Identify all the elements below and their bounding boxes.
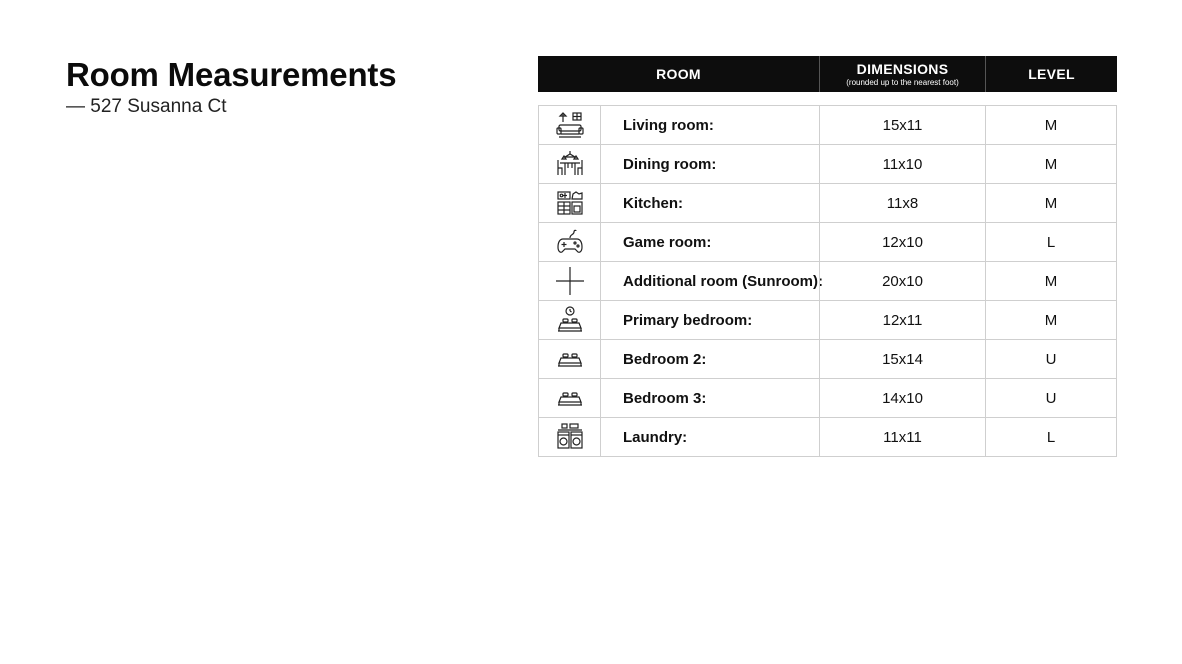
table-row [539, 379, 1116, 418]
header-dimensions-label: DIMENSIONS [856, 61, 949, 77]
room-level: M [985, 184, 1116, 222]
room-level: M [985, 262, 1116, 300]
row-icon-cell [539, 340, 600, 378]
table-row [539, 184, 1116, 223]
table-row [539, 106, 1116, 145]
table-header [538, 56, 1117, 92]
bed-icon [556, 345, 584, 373]
room-dimensions: 12x11 [819, 301, 985, 339]
table-body [538, 105, 1117, 457]
room-dimensions: 15x11 [819, 106, 985, 144]
room-level: U [985, 379, 1116, 417]
table-row [539, 262, 1116, 301]
plus-icon [555, 266, 585, 296]
page-title: Room Measurements [66, 56, 397, 93]
row-icon-cell [539, 418, 600, 456]
header-level [985, 56, 1117, 92]
table-row [539, 340, 1116, 379]
room-dimensions: 15x14 [819, 340, 985, 378]
table-row [539, 301, 1116, 340]
room-name: Laundry: [600, 418, 819, 456]
row-icon-cell [539, 145, 600, 183]
room-name: Dining room: [600, 145, 819, 183]
row-icon-cell [539, 301, 600, 339]
page-subtitle: — 527 Susanna Ct [66, 96, 227, 117]
room-level: M [985, 301, 1116, 339]
room-measurements-table [538, 56, 1117, 457]
header-dimensions [819, 56, 985, 92]
primary-bedroom-icon [556, 306, 584, 334]
row-icon-cell [539, 223, 600, 261]
game-controller-icon [556, 228, 584, 256]
room-level: M [985, 106, 1116, 144]
row-icon-cell [539, 106, 600, 144]
room-level: U [985, 340, 1116, 378]
kitchen-icon [556, 189, 584, 217]
room-dimensions: 12x10 [819, 223, 985, 261]
room-name: Living room: [600, 106, 819, 144]
room-level: M [985, 145, 1116, 183]
bed-icon [556, 384, 584, 412]
room-name: Bedroom 3: [600, 379, 819, 417]
room-name: Kitchen: [600, 184, 819, 222]
room-level: L [985, 223, 1116, 261]
room-name: Bedroom 2: [600, 340, 819, 378]
dining-room-icon [556, 150, 584, 178]
room-name: Game room: [600, 223, 819, 261]
row-icon-cell [539, 379, 600, 417]
living-room-icon [556, 111, 584, 139]
row-icon-cell [539, 262, 600, 300]
room-dimensions: 14x10 [819, 379, 985, 417]
table-row [539, 223, 1116, 262]
room-name: Additional room (Sunroom): [600, 262, 819, 300]
laundry-icon [556, 423, 584, 451]
header-room [538, 56, 819, 92]
room-dimensions: 11x11 [819, 418, 985, 456]
room-level: L [985, 418, 1116, 456]
room-dimensions: 11x8 [819, 184, 985, 222]
header-dimensions-note: (rounded up to the nearest foot) [846, 78, 959, 87]
room-dimensions: 20x10 [819, 262, 985, 300]
room-dimensions: 11x10 [819, 145, 985, 183]
table-row [539, 418, 1116, 457]
header-room-label: ROOM [656, 66, 701, 82]
header-level-label: LEVEL [1028, 66, 1075, 82]
room-name: Primary bedroom: [600, 301, 819, 339]
row-icon-cell [539, 184, 600, 222]
table-row [539, 145, 1116, 184]
